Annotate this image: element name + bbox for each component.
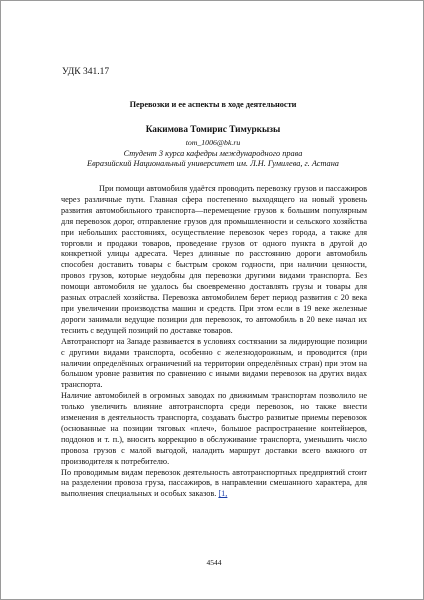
body-paragraph-3: [61, 391, 367, 467]
udk-code: УДК 341.17: [62, 67, 110, 77]
affiliation-line-2: Евразийский Национальный университет им. Л.Н. Гумилева, г. Астана: [87, 159, 339, 168]
body-paragraph-2: [61, 337, 367, 392]
author-name: Какимова Томирис Тимуркызы: [145, 125, 281, 135]
paragraph-text: Наличие автомобилей в огромных заводах по движимым транспортам позволило не только увеличить влияние автотранспорта среди перевозок, но также внести изменения в деятельность транспорта, создавать быстро развитые приемы перевозок (основанные на позиции тяговых «плеч», большое распространение контейнеров, поддонов и т. п.), вносить коррекцию в обслуживание транспорта, уменьшить число провоза грузов с малой выгодой, наладить маршрут доставки всего важного от производителя к потребителю.: [61, 391, 367, 466]
page-number: 4544: [206, 558, 222, 567]
article-title: Перевозки и ее аспекты в ходе деятельности: [129, 100, 297, 109]
paragraph-text: При помощи автомобиля удаётся проводить перевозку грузов и пассажиров через различные пути. Главная сфера постепенно выходящего на новый уровень развития автомобильного транспорта—перемещение грузов к большим популярным для перевозок дорог, отправление грузов для промышленности и сельского хозяйства при небольших расстояниях, осуществление перевозок через города, а также для торговли и продажи товаров, проведение грузов от одного пункта в другой до конкретной улицы адресата. Через длинные по расстоянию дороги автомобиль способен доставить товары с быстрым сроком годности, при наличии ценности, провоз грузов, которые неудобны для перевозки другими видами транспорта. Без помощи автомобиля не удалось бы своевременно доставлять грузы и товары для разных отраслей хозяйства. Перевозка автомобилем берет период развития с 20 века при увеличении производства машин и средств. При этом если в 19 веке железные дороги занимали ведущие позиции для перевозок, то автомобиль в 20 веке начал их теснить с ведущей позиций по доставке товаров.: [61, 184, 367, 335]
affiliation-line-1: Студент 3 курса кафедры международного права: [123, 149, 303, 158]
body-paragraph-4: [61, 468, 367, 501]
author-email: tom_1006@bk.ru: [185, 138, 241, 147]
paragraph-text: По проводимым видам перевозок деятельность автотранспортных предприятий стоит на разделении провоза груза, пассажиров, в направлении смешанного характера, для выполнения специальных и особых заказов.: [61, 467, 367, 499]
article-body: [61, 184, 367, 500]
paragraph-text: Автотранспорт на Западе развивается в условиях состязании за лидирующие позиции с другими видами транспорта, особенно с железнодорожным, и проводится (при наличии определённых ограничений на территории определённых стран) при этом на большом уровне развития по сравнению с иными видами перевозок на других видах транспорта.: [61, 336, 367, 390]
citation-link[interactable]: [1,: [218, 489, 228, 499]
body-paragraph-1: [61, 184, 367, 337]
